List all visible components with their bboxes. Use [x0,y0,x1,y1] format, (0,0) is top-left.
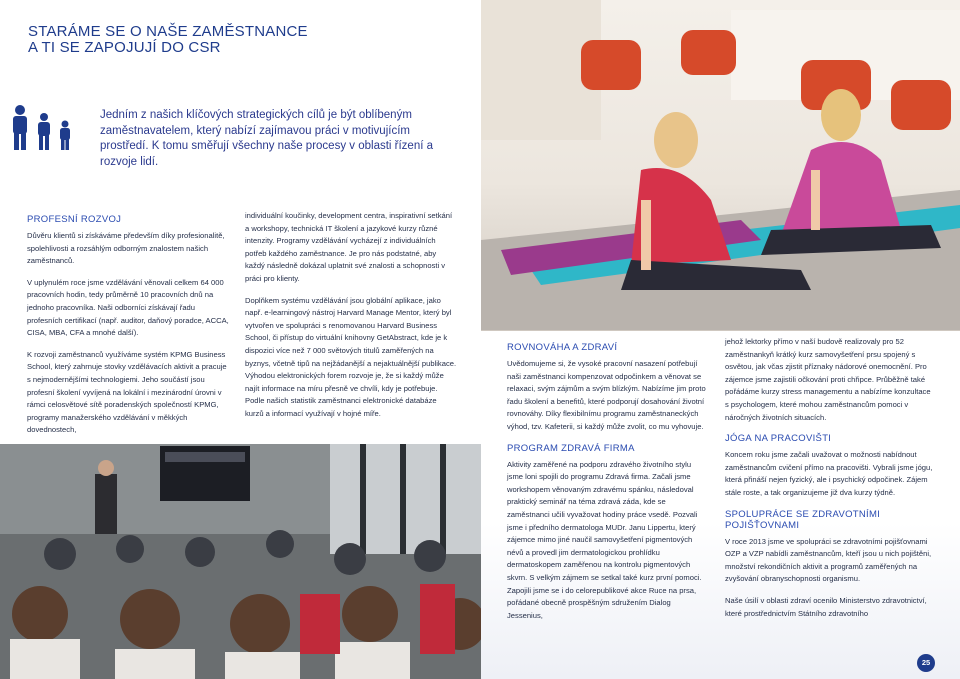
paragraph: Naše úsilí v oblasti zdraví ocenilo Ministerstvo zdravotnictví, které prostřednictvím Státního zdravotního [725,595,927,618]
column-continuation [245,210,457,430]
paragraph: V roce 2013 jsme ve spolupráci se zdravotními pojišťovnami OZP a VZP nabídli zaměstnancům, kteří jsou u nich pojištěni, množství rekondičních aktivit a programů zaměřených na zvyšování obranyschopnosti organismu. [725,536,932,584]
yoga-photo [481,0,960,331]
section-heading: SPOLUPRÁCE SE ZDRAVOTNÍMI POJIŠŤOVNAMI [725,508,881,531]
paragraph: Doplňkem systému vzdělávání jsou globální aplikace, jako např. e-learningový nástroj Harvard Manage Mentor, který byl vytvořen ve spolupráci s renomovanou Harvard Business School, či přístup do virtuální knihovny GetAbstract, kde je k dispozici více než 7 000 světových titulů zaměřených na byznys, včetně tipů na nejžádanější a nejaktuálnější publikace. Výhodou elektronických forem rozvoje je, že si každý může najít informace na míru přesně ve chvíli, kdy je potřebuje. Podle našich statistik zaměstnanci elektronické databáze kurzů a informací využívají v hojné míře. [245,295,457,418]
section-heading: JÓGA NA PRACOVIŠTI [725,433,832,445]
section-heading: PROFESNÍ ROZVOJ [27,214,122,225]
paragraph: jehož lektorky přímo v naší budově realizovaly pro 52 zaměstnankyň krátký kurz samovyšetření prsu spojený s osvětou, jak včas zjistit příznaky nádorové onemocnění. Pro zájemce jsme zajistili očkování proti chřipce. Průběžně také pořádáme kurzy stress managementu a nabízíme konzultace s psychologem, které mohou zaměstnancům pomoci v náročných životních situacích. [725,337,931,422]
page-title [28,24,308,56]
paragraph: Koncem roku jsme začali uvažovat o možnosti nabídnout zaměstnancům cvičení přímo na pracovišti. Vybrali jsme jógu, která přináší nejen fyzický, ale i psychický odpočinek. Zájem stále roste, a tak organizujeme již dva kurzy týdně. [725,450,933,497]
people-icon [8,104,74,154]
intro-text: Jedním z našich klíčových strategických cílů je být oblíbeným zaměstnavatelem, který nabízí zajímavou práci v motivujícím prostředí. K tomu směřují všechny naše procesy v oblasti řízení a rozvoje lidí. [100,109,434,168]
column-balance-health [507,342,707,631]
classroom-photo [0,444,481,679]
paragraph: individuální koučinky, development centra, inspirativní setkání a workshopy, technická IT školení a jazykové kurzy různé intenzity. Programy vzdělávání vycházejí z individuálních potřeb každého zaměstnance. Je pro nás podstatné, aby každý následně dokázal uplatnit své znalosti a schopnosti v práci pro klienty. [245,211,453,283]
title-line-2: A TI SE ZAPOJUJÍ DO CSR [28,39,221,56]
paragraph: K rozvoji zaměstnanců využíváme systém KPMG Business School, který zahrnuje stovky vzdělávacích aktivit a pracuje s nejmodernějšími technologiemi. Jeho součástí jsou profesní školení vyvíjená na lokální i mezinárodní úrovni v rámci celosvětové sítě poradenských společností KPMG, programy manažerského vzdělávání v měkkých dovednostech, [27,349,227,435]
paragraph: V uplynulém roce jsme vzdělávání věnovali celkem 64 000 pracovních hodin, tedy průměrně 10 pracovních dnů na jednoho pracovníka. Naši odborníci získávají řadu profesních certifikací (např. auditor, daňový poradce, ACCA, CISA, MBA, CFA a mnohé další). [27,277,229,338]
page-number: 25 [917,654,935,672]
paragraph: Důvěru klientů si získáváme především díky profesionalitě, spolehlivosti a rozsáhlým odborným znalostem našich zaměstnanců. [27,231,225,266]
section-heading: ROVNOVÁHA A ZDRAVÍ [507,342,618,353]
paragraph: Aktivity zaměřené na podporu zdravého životního stylu jsme loni spojili do programu Zdravá firma. Začali jsme workshopem věnovaným zdravému spánku, následoval praktický seminář na téma zdravá záda, kde se zaměstnanci učili vyvažovat hodiny práce vsedě. Pozvali jsme i předního dermatologa MUDr. Janu Lippertu, který zájemce mimo jiné naučil samovyšetření pigmentových névů a provedl jim dermatologickou prohlídku dermatoskopem zaměřenou na kontrolu pigmentových skvrn. S velkým zájmem se setkal také kurz první pomoci. Zapojili jsme se i do celorepublikové akce Ruce na prsa, pořádané obecně prospěšným sdružením Dialog Jessenius, [507,459,702,620]
title-line-1: STARÁME SE O NAŠE ZAMĚSTNANCE [28,23,308,40]
section-heading: PROGRAM ZDRAVÁ FIRMA [507,442,635,454]
column-professional-development [27,214,232,446]
column-yoga-insurance [725,336,935,629]
paragraph: Uvědomujeme si, že vysoké pracovní nasazení potřebují naši zaměstnanci kompenzovat odpočinkem a věnovat se relaxaci, svým zájmům a svým blízkým. Nabízíme jim proto řadu školení a benefitů, které podporují dosahování životní rovnováhy. Díky flexibilnímu programu zaměstnaneckých výhod, tzv. Kafeterii, si každý může zvolit, co mu vyhovuje. [507,359,706,431]
